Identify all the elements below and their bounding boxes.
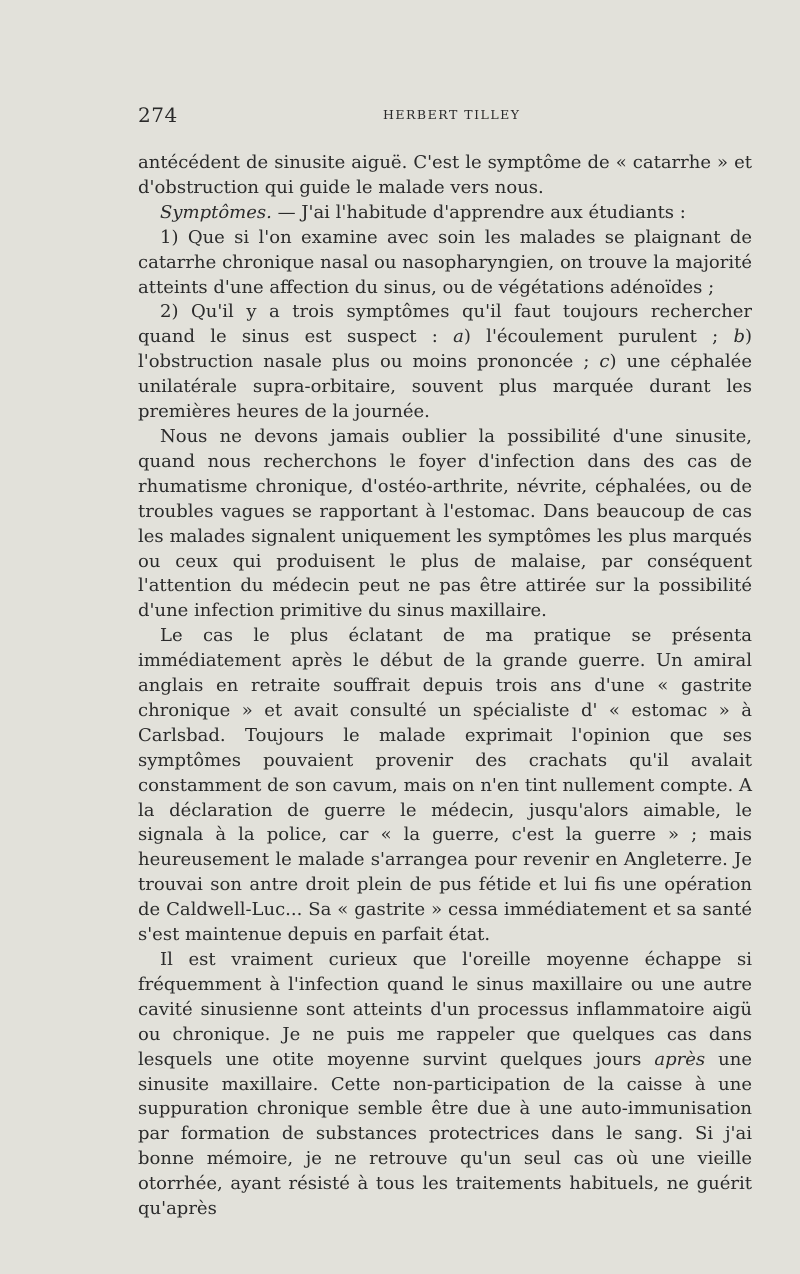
- text-run: 1) Que si l'on examine avec soin les malades se plaignant de catarrhe chronique nasal ou nasopharyngien, on trouve la majorité atteints d'une affection du sinus, ou de végétations adénoïdes ;: [138, 226, 752, 298]
- text-run: Nous ne devons jamais oublier la possibilité d'une sinusite, quand nous recherchons le foyer d'infection dans des cas de rhumatisme chronique, d'ostéo-arthrite, névrite, céphalées, ou de troubles vagues se rapportant à l'estomac. Dans beaucoup de cas les malades signalent uniquement les symptômes les plus marqués ou ceux qui produisent le plus de malaise, par conséquent l'attention du médecin peut ne pas être attirée sur la possibilité d'une infection primitive du sinus maxillaire.: [138, 425, 752, 622]
- italic-text: b: [733, 326, 745, 348]
- text-run: Le cas le plus éclatant de ma pratique se présenta immédiatement après le début de la grande guerre. Un amiral anglais en retraite souffrait depuis trois ans d'une « gastrite chronique » et avait consulté un spécialiste d' « estomac » à Carlsbad. Toujours le malade exprimait l'opinion que ses symptômes pouvaient provenir des crachats qu'il avalait constamment de son cavum, mais on n'en tint nullement compte. A la déclaration de guerre le médecin, jusqu'alors aimable, le signala à la police, car « la guerre, c'est la guerre » ; mais heureusement le malade s'arrangea pour revenir en Angleterre. Je trouvai son antre droit plein de pus fétide et lui fis une opération de Caldwell-Luc... Sa « gastrite » cessa immédiatement et sa santé s'est maintenue depuis en parfait état.: [138, 625, 752, 946]
- italic-text: c: [599, 351, 610, 373]
- text-run: une sinusite maxillaire. Cette non-participation de la caisse à une suppuration chronique semble être due à une auto-immunisation par formation de substances protectrices dans le sang. Si j'ai bonne mémoire, je ne retrouve qu'un seul cas où une vieille otorrhée, ayant résisté à tous les traitements habituels, ne guérit qu'après: [138, 1048, 752, 1220]
- paragraph-point-1: [138, 226, 752, 301]
- paragraph-point-2: [138, 300, 752, 425]
- paragraph-sinusite-possibility: [138, 425, 752, 624]
- text-run: ) l'obstruction nasale plus ou moins prononcée ;: [138, 326, 752, 373]
- body-text: [138, 151, 752, 1222]
- text-run: — J'ai l'habitude d'apprendre aux étudiants :: [271, 201, 686, 223]
- paragraph-middle-ear: [138, 948, 752, 1222]
- paragraph-symptoms-intro: [138, 201, 752, 226]
- text-run: ) une céphalée unilatérale supra-orbitaire, souvent plus marquée durant les premières heures de la journée.: [138, 351, 752, 423]
- text-run: ) l'écoulement purulent ;: [463, 326, 734, 348]
- running-head: HERBERT TILLEY: [383, 107, 521, 122]
- text-run: Il est vraiment curieux que l'oreille moyenne échappe si fréquemment à l'infection quand le sinus maxillaire ou une autre cavité sinusienne sont atteints d'un processus inflammatoire aigü ou chronique. Je ne puis me rappeler que quelques cas dans lesquels une otite moyenne survint quelques jours: [138, 949, 752, 1070]
- page-number: 274: [138, 103, 178, 127]
- paragraph-case-admiral: [138, 624, 752, 948]
- text-run: 2) Qu'il y a trois symptômes qu'il faut toujours rechercher quand le sinus est suspect :: [138, 301, 752, 348]
- italic-text: a: [453, 326, 464, 348]
- page-header: [138, 103, 750, 133]
- italic-text: après: [654, 1048, 706, 1070]
- paragraph-continuation: [138, 151, 752, 201]
- text-run: antécédent de sinusite aiguë. C'est le symptôme de « catarrhe » et d'obstruction qui guide le malade vers nous.: [138, 152, 752, 198]
- italic-text: Symptômes.: [160, 201, 272, 223]
